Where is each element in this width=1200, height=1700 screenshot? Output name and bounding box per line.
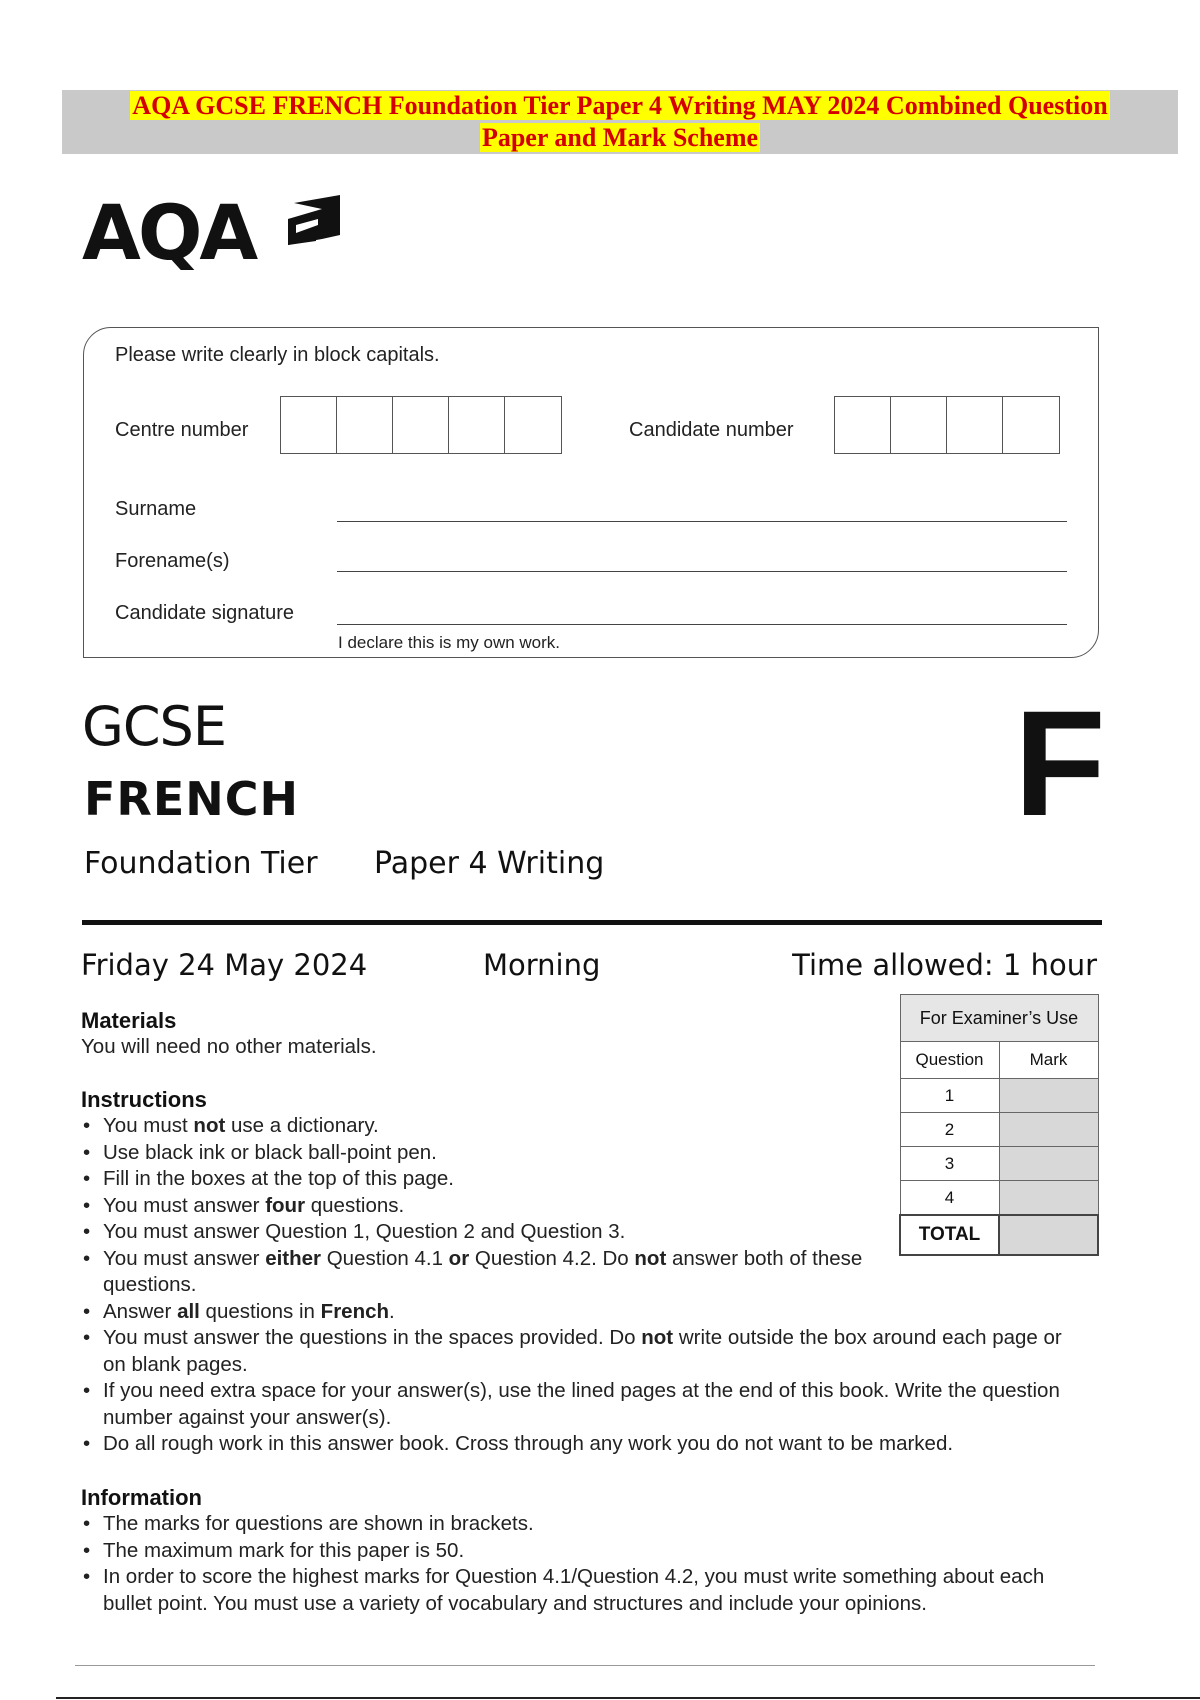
instruction-item: • You must answer Question 1, Question 2 and Question 3. — [81, 1219, 1071, 1246]
instruction-item: • Do all rough work in this answer book. Cross through any work you do not want to be marked. — [81, 1431, 1071, 1458]
total-label: TOTAL — [900, 1215, 999, 1255]
question-number: 1 — [900, 1079, 999, 1113]
signature-line[interactable] — [337, 624, 1067, 625]
instruction-item: • You must not use a dictionary. — [81, 1113, 1071, 1140]
centre-number-box[interactable] — [505, 397, 561, 453]
paper-label: Paper 4 Writing — [374, 846, 605, 881]
candidate-number-boxes[interactable] — [834, 396, 1060, 454]
exam-date: Friday 24 May 2024 — [81, 948, 368, 982]
candidate-details-box — [83, 327, 1099, 658]
time-allowed: Time allowed: 1 hour — [792, 948, 1097, 982]
instruction-item: • Fill in the boxes at the top of this page. — [81, 1166, 1071, 1193]
candidate-number-box[interactable] — [891, 397, 947, 453]
instructions-section — [81, 1087, 1071, 1458]
page-bottom-border — [56, 1697, 1200, 1699]
question-number: 3 — [900, 1147, 999, 1181]
centre-number-box[interactable] — [337, 397, 393, 453]
information-item: • The marks for questions are shown in brackets. — [81, 1511, 1071, 1538]
centre-number-boxes[interactable] — [280, 396, 562, 454]
forenames-line[interactable] — [337, 571, 1067, 572]
instruction-item: • You must answer the questions in the spaces provided. Do not write outside the box around each page or on blank pages. — [81, 1325, 1071, 1378]
instruction-item: • If you need extra space for your answer(s), use the lined pages at the end of this book. Write the question number against your answer(s). — [81, 1378, 1071, 1431]
footer-divider — [75, 1665, 1095, 1666]
qualification-heading: GCSE — [82, 695, 226, 758]
question-number: 4 — [900, 1181, 999, 1216]
information-section — [81, 1485, 1071, 1617]
centre-number-label: Centre number — [115, 419, 249, 441]
materials-text: You will need no other materials. — [81, 1035, 377, 1058]
aqa-flag-icon — [282, 195, 340, 251]
information-heading: Information — [81, 1485, 202, 1510]
materials-heading: Materials — [81, 1008, 177, 1033]
banner-line-2: Paper and Mark Scheme — [481, 123, 759, 152]
candidate-number-box[interactable] — [1003, 397, 1059, 453]
surname-label: Surname — [115, 498, 197, 520]
surname-line[interactable] — [337, 521, 1067, 522]
information-item: • In order to score the highest marks for Question 4.1/Question 4.2, you must write something about each bullet point. You must use a variety of vocabulary and structures and include your opinions. — [81, 1564, 1071, 1617]
question-column-header: Question — [900, 1042, 999, 1079]
candidate-number-label: Candidate number — [629, 419, 794, 441]
materials-section — [81, 1008, 377, 1061]
candidate-number-box[interactable] — [947, 397, 1003, 453]
centre-number-box[interactable] — [449, 397, 505, 453]
information-list — [81, 1511, 1071, 1617]
mark-column-header: Mark — [999, 1042, 1098, 1079]
examiner-table-title: For Examiner’s Use — [900, 995, 1098, 1042]
candidate-number-box[interactable] — [835, 397, 891, 453]
tier-label: Foundation Tier — [84, 846, 318, 881]
heading-rule — [82, 920, 1102, 925]
centre-number-box[interactable] — [281, 397, 337, 453]
exam-session: Morning — [483, 948, 601, 982]
signature-label: Candidate signature — [115, 602, 295, 624]
instruction-item: • You must answer either Question 4.1 or Question 4.2. Do not answer both of these questions. — [81, 1246, 873, 1299]
instruction-item: • You must answer four questions. — [81, 1193, 1071, 1220]
block-capitals-instruction: Please write clearly in block capitals. — [115, 344, 440, 366]
instructions-list — [81, 1113, 1071, 1458]
forenames-label: Forename(s) — [115, 550, 230, 572]
instructions-heading: Instructions — [81, 1087, 207, 1112]
information-item: • The maximum mark for this paper is 50. — [81, 1538, 1071, 1565]
logo-text: AQA — [82, 188, 256, 277]
banner-line-1: AQA GCSE FRENCH Foundation Tier Paper 4 Writing MAY 2024 Combined Question — [132, 91, 1108, 120]
tier-letter: F — [1014, 679, 1106, 847]
question-number: 2 — [900, 1113, 999, 1147]
instruction-item: • Answer all questions in French. — [81, 1299, 1071, 1326]
declaration-text: I declare this is my own work. — [338, 633, 561, 652]
subject-heading: FRENCH — [84, 772, 300, 826]
centre-number-box[interactable] — [393, 397, 449, 453]
instruction-item: • Use black ink or black ball-point pen. — [81, 1140, 1071, 1167]
title-banner — [62, 90, 1178, 154]
aqa-logo — [82, 188, 256, 277]
